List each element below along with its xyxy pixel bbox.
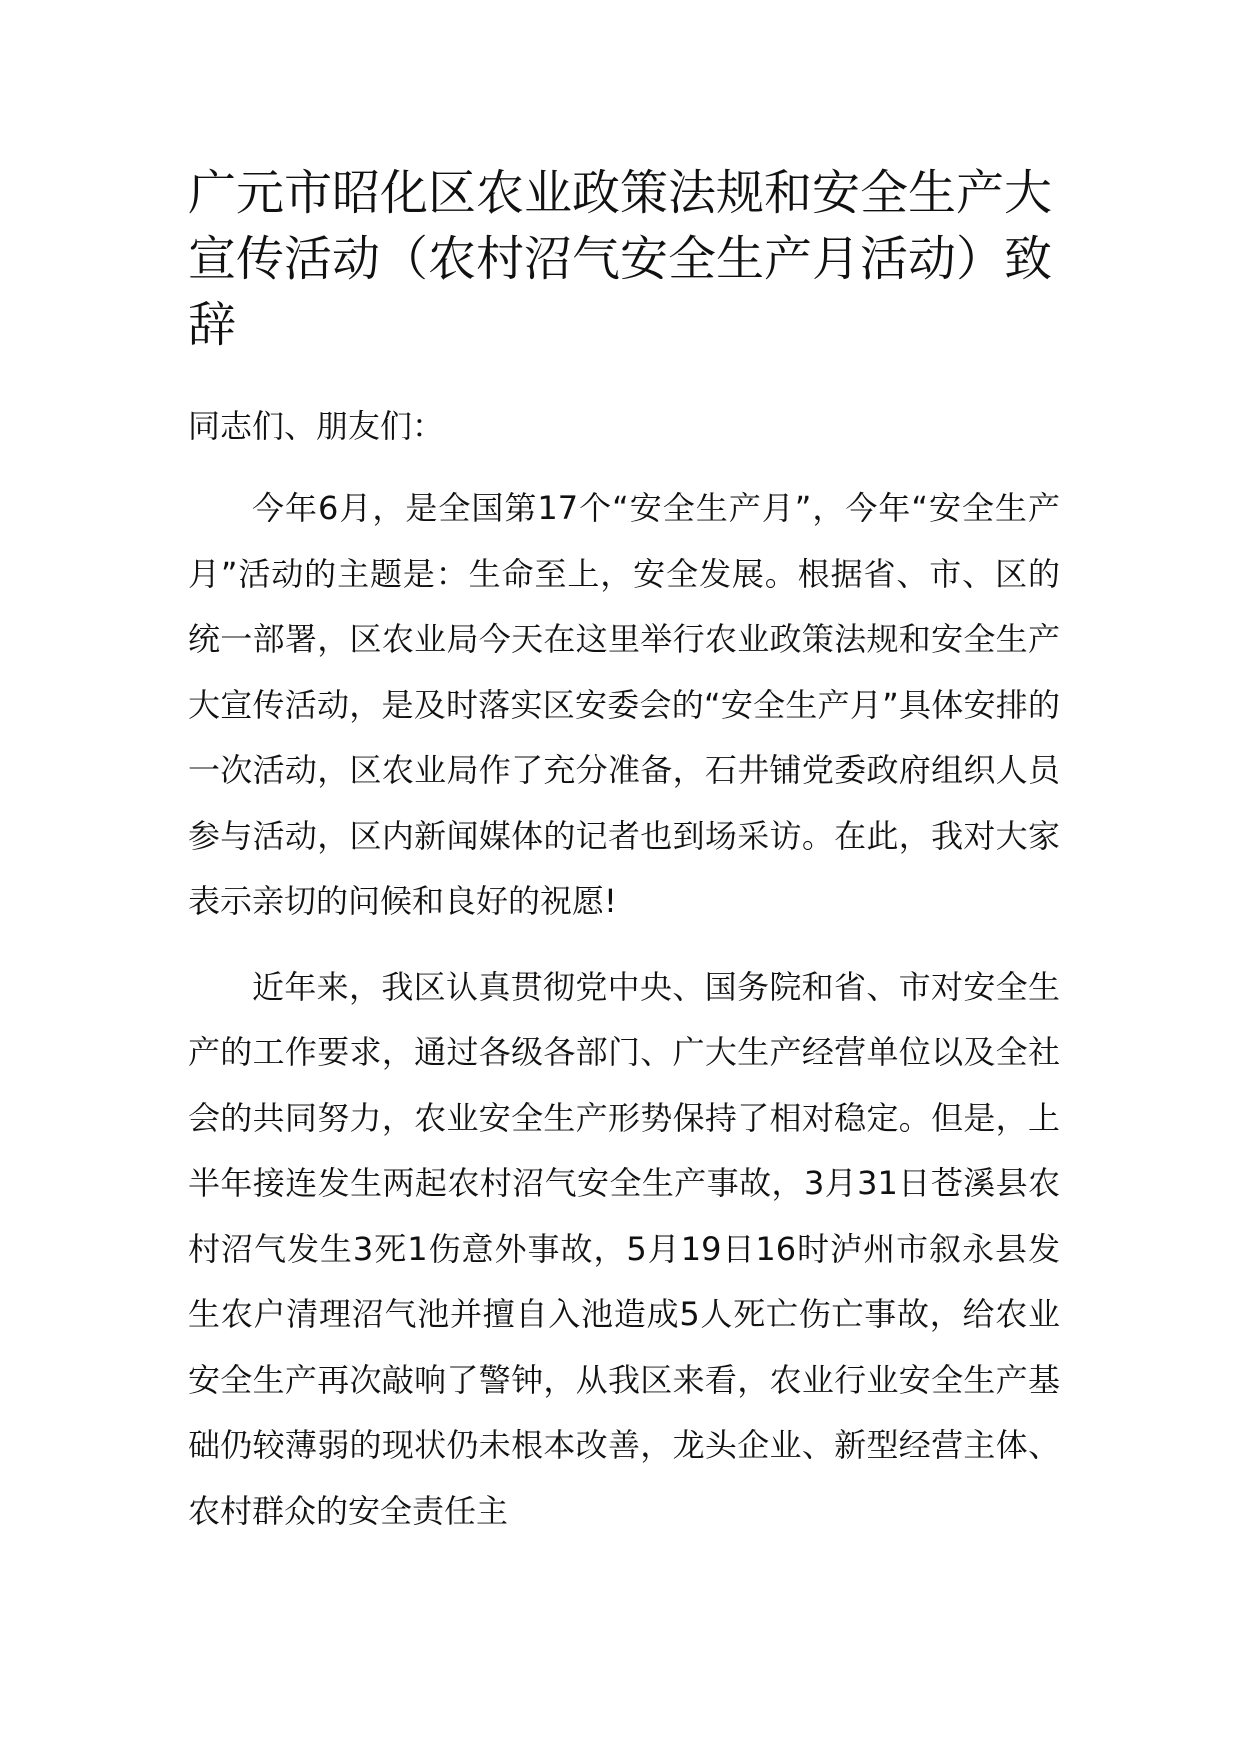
document-title: 广元市昭化区农业政策法规和安全生产大宣传活动（农村沼气安全生产月活动）致辞: [188, 165, 1053, 353]
salutation: 同志们、朋友们：: [188, 407, 445, 445]
document-page: [188, 160, 1060, 1564]
paragraph-2: 近年来，我区认真贯彻党中央、国务院和省、市对安全生产的工作要求，通过各级各部门、广大生产经营单位以及全社会的共同努力，农业安全生产形势保持了相对稳定。但是，上半年接连发生两起农村沼气安全生产事故，3月31日苍溪县农村沼气发生3死1伤意外事故，5月19日16时泸州市叙永县发生农户清理沼气池并擅自入池造成5人死亡伤亡事故，给农业安全生产再次敲响了警钟，从我区来看，农业行业安全生产基础仍较薄弱的现状仍未根本改善，龙头企业、新型经营主体、农村群众的安全责任主: [188, 967, 1060, 1530]
paragraph-1: 今年6月，是全国第17个“安全生产月”，今年“安全生产月”活动的主题是：生命至上，安全发展。根据省、市、区的统一部署，区农业局今天在这里举行农业政策法规和安全生产大宣传活动，是及时落实区安委会的“安全生产月”具体安排的一次活动，区农业局作了充分准备，石井铺党委政府组织人员参与活动，区内新闻媒体的记者也到场采访。在此，我对大家表示亲切的问候和良好的祝愿!: [188, 489, 1060, 920]
